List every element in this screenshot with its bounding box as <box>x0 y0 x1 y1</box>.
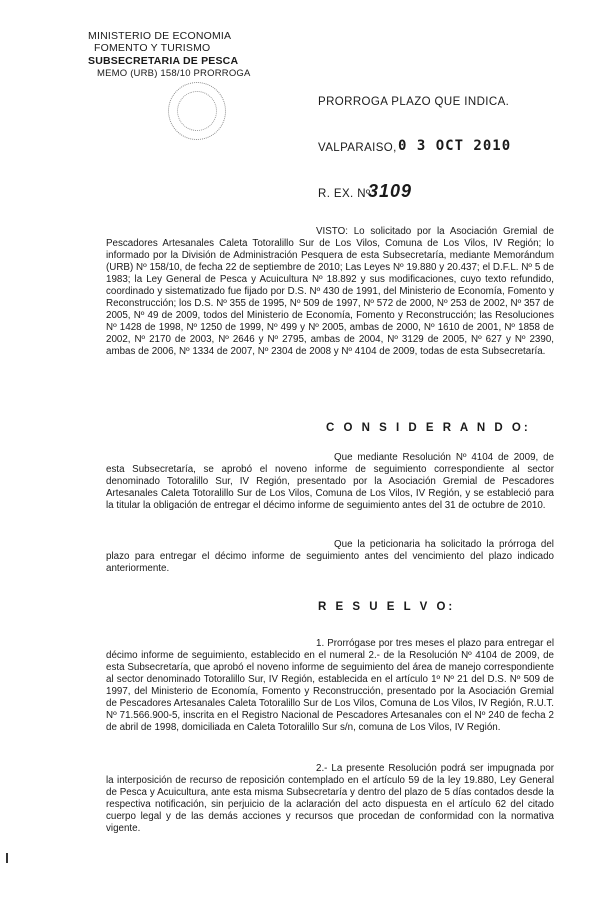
ministry-line-2: FOMENTO Y TURISMO <box>94 42 211 54</box>
resuelvo-paragraph-1: 1. Prorrógase por tres meses el plazo para entregar el décimo informe de seguimiento, establecido en el numeral 2.- de la Resolución Nº 4104 de 2009, de esta Subsecretaría, que aprobó el noveno informe de seguimiento del área de manejo correspondiente al sector denominado Totoralillo Sur, IV Región, establecida en el artículo 1º Nº 21 del D.S. Nº 509 de 1997, del Ministerio de Economía, Fomento y Reconstrucción, presentado por la Asociación Gremial de Pescadores Artesanales Caleta Totoralillo Sur de Los Vilos, Comuna de Los Vilos, IV Región, R.U.T. Nº 71.566.900-5, inscrita en el Registro Nacional de Pescadores Artesanales con el Nº 240 de fecha 2 de abril de 1998, domiciliada en Caleta Totoralillo Sur s/n, comuna de Los Vilos, IV Región. <box>106 638 554 733</box>
margin-mark <box>6 853 8 863</box>
considerando-paragraph-1: Que mediante Resolución Nº 4104 de 2009, de esta Subsecretaría, se aprobó el noveno informe de seguimiento correspondiente al sector denominado Totoralillo Sur, IV Región, presentado por la Asociación Gremial de Pescadores Artesanales Caleta Totoralillo Sur de Los Vilos, Comuna de Los Vilos, IV Región, y se estableció para la titular la obligación de entregar el décimo informe de seguimiento antes del 31 de octubre de 2010. <box>106 452 554 511</box>
considerando-paragraph-2: Que la peticionaria ha solicitado la prórroga del plazo para entregar el décimo informe de seguimiento antes del vencimiento del plazo indicado anteriormente. <box>106 539 554 574</box>
ministry-line-1: MINISTERIO DE ECONOMIA <box>88 30 232 42</box>
visto-paragraph: VISTO: Lo solicitado por la Asociación Gremial de Pescadores Artesanales Caleta Totoralillo Sur de Los Vilos, Comuna de Los Vilos, IV Región; lo informado por la División de Administración Pesquera de esta Subsecretaría, mediante Memorándum (URB) Nº 158/10, de fecha 22 de septiembre de 2010; Las Leyes Nº 19.880 y 20.437; el D.F.L. Nº 5 de 1983; la Ley General de Pesca y Acuicultura Nº 18.892 y sus modificaciones, cuyo texto refundido, coordinado y sistematizado fue fijado por D.S. Nº 430 de 1991, del Ministerio de Economía, Fomento y Reconstrucción; los D.S. Nº 355 de 1995, Nº 509 de 1997, Nº 572 de 2000, Nº 253 de 2002, Nº 357 de 2005, Nº 49 de 2009, todos del Ministerio de Economía, Fomento y Reconstrucción; las Resoluciones Nº 1428 de 1998, Nº 1250 de 1999, Nº 499 y Nº 2005, ambas de 2000, Nº 1610 de 2001, Nº 1858 de 2002, Nº 2170 de 2003, Nº 2646 y Nº 2795, ambas de 2004, Nº 3129 de 2005, Nº 627 y Nº 2390, ambas de 2006, Nº 1334 de 2007, Nº 2304 de 2008 y Nº 4104 de 2009, todas de esta Subsecretaría. <box>106 226 554 357</box>
document-subject: PRORROGA PLAZO QUE INDICA. <box>318 96 510 108</box>
date-stamp: 0 3 OCT 2010 <box>398 138 512 154</box>
rex-label: R. EX. Nº <box>318 188 371 200</box>
official-seal-stamp <box>160 74 233 147</box>
place-label: VALPARAISO, <box>318 142 397 154</box>
rex-number: 3109 <box>368 181 413 201</box>
memo-reference: MEMO (URB) 158/10 PRORROGA <box>97 68 251 79</box>
subsecretaria-name: SUBSECRETARIA DE PESCA <box>88 55 239 67</box>
considerando-heading: C O N S I D E R A N D O: <box>326 422 531 434</box>
resuelvo-paragraph-2: 2.- La presente Resolución podrá ser impugnada por la interposición de recurso de reposición contemplado en el artículo 59 de la ley 19.880, Ley General de Pesca y Acuicultura, ante esta misma Subsecretaría y dentro del plazo de 5 días contados desde la respectiva notificación, sin perjuicio de la aclaración del acto dispuesta en el artículo 62 del citado cuerpo legal y de las demás acciones y recursos que procedan de conformidad con la normativa vigente. <box>106 763 554 834</box>
resuelvo-heading: R E S U E L V O: <box>318 601 456 613</box>
